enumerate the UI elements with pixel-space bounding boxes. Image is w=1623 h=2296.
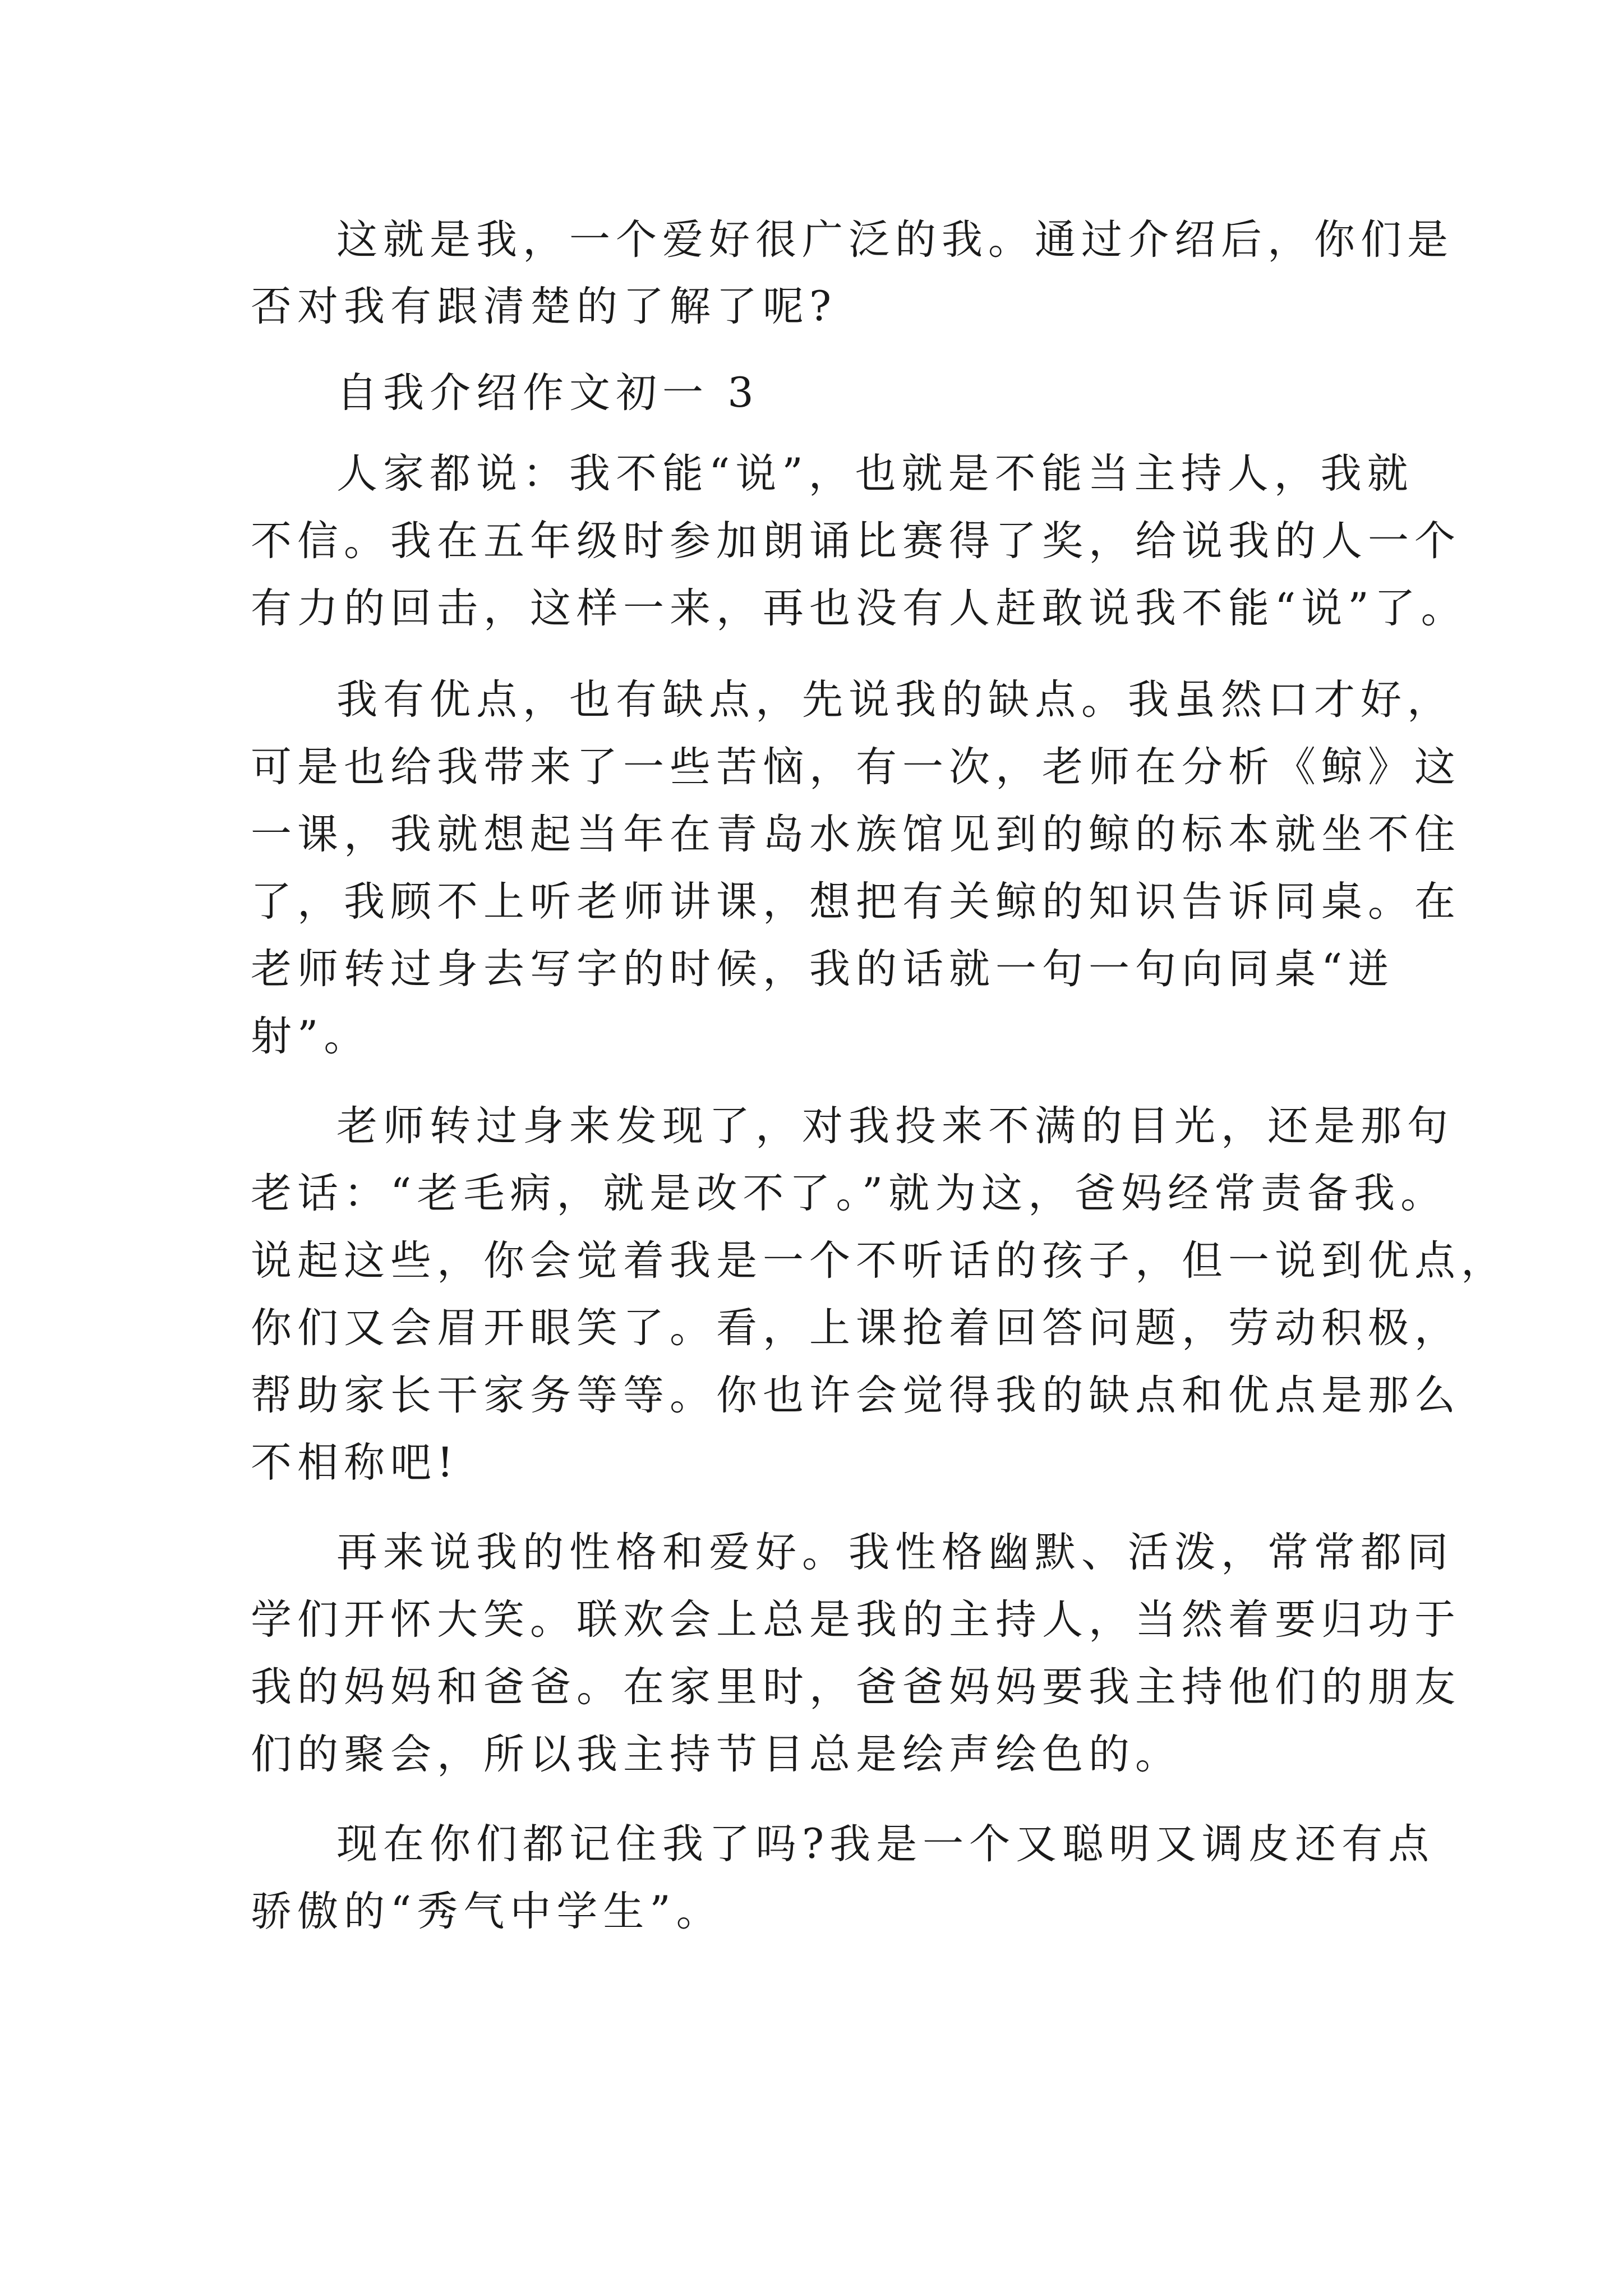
text-line: 这就是我，一个爱好很广泛的我。通过介绍后，你们是 xyxy=(336,216,1454,264)
text-line: 帮助家长干家务等等。你也许会觉得我的缺点和优点是那么 xyxy=(251,1372,1461,1419)
text-line: 人家都说：我不能“说”，也就是不能当主持人，我就 xyxy=(336,450,1414,498)
text-line: 们的聚会，所以我主持节目总是绘声绘色的。 xyxy=(251,1731,1182,1778)
text-line: 说起这些，你会觉着我是一个不听话的孩子，但一说到优点， xyxy=(251,1237,1507,1285)
text-line: 了，我顾不上听老师讲课，想把有关鲸的知识告诉同桌。在 xyxy=(251,878,1461,926)
text-line: 我有优点，也有缺点，先说我的缺点。我虽然口才好， xyxy=(336,676,1454,724)
text-line: 我的妈妈和爸爸。在家里时，爸爸妈妈要我主持他们的朋友 xyxy=(251,1663,1461,1711)
text-line: 现在你们都记住我了吗?我是一个又聪明又调皮还有点 xyxy=(336,1820,1435,1868)
text-line: 再来说我的性格和爱好。我性格幽默、活泼，常常都同 xyxy=(336,1529,1454,1576)
text-line: 一课，我就想起当年在青岛水族馆见到的鲸的标本就坐不住 xyxy=(251,811,1461,858)
text-line: 学们开怀大笑。联欢会上总是我的主持人，当然着要归功于 xyxy=(251,1596,1461,1644)
text-line: 老师转过身去写字的时候，我的话就一句一句向同桌“迸 xyxy=(251,945,1395,993)
text-line: 老师转过身来发现了，对我投来不满的目光，还是那句 xyxy=(336,1102,1454,1150)
text-line: 可是也给我带来了一些苦恼，有一次，老师在分析《鲸》这 xyxy=(251,743,1461,791)
text-line: 不信。我在五年级时参加朗诵比赛得了奖，给说我的人一个 xyxy=(251,517,1461,565)
text-line: 否对我有跟清楚的了解了呢? xyxy=(251,283,837,330)
text-line: 射”。 xyxy=(251,1013,371,1060)
text-line: 你们又会眉开眼笑了。看，上课抢着回答问题，劳动积极， xyxy=(251,1304,1461,1352)
text-line: 骄傲的“秀气中学生”。 xyxy=(251,1888,723,1935)
text-line: 不相称吧! xyxy=(251,1439,459,1487)
section-heading: 自我介绍作文初一 3 xyxy=(336,369,759,417)
text-line: 老话：“老毛病，就是改不了。”就为这，爸妈经常责备我。 xyxy=(251,1170,1447,1217)
text-line: 有力的回击，这样一来，再也没有人赶敢说我不能“说”了。 xyxy=(251,585,1468,632)
